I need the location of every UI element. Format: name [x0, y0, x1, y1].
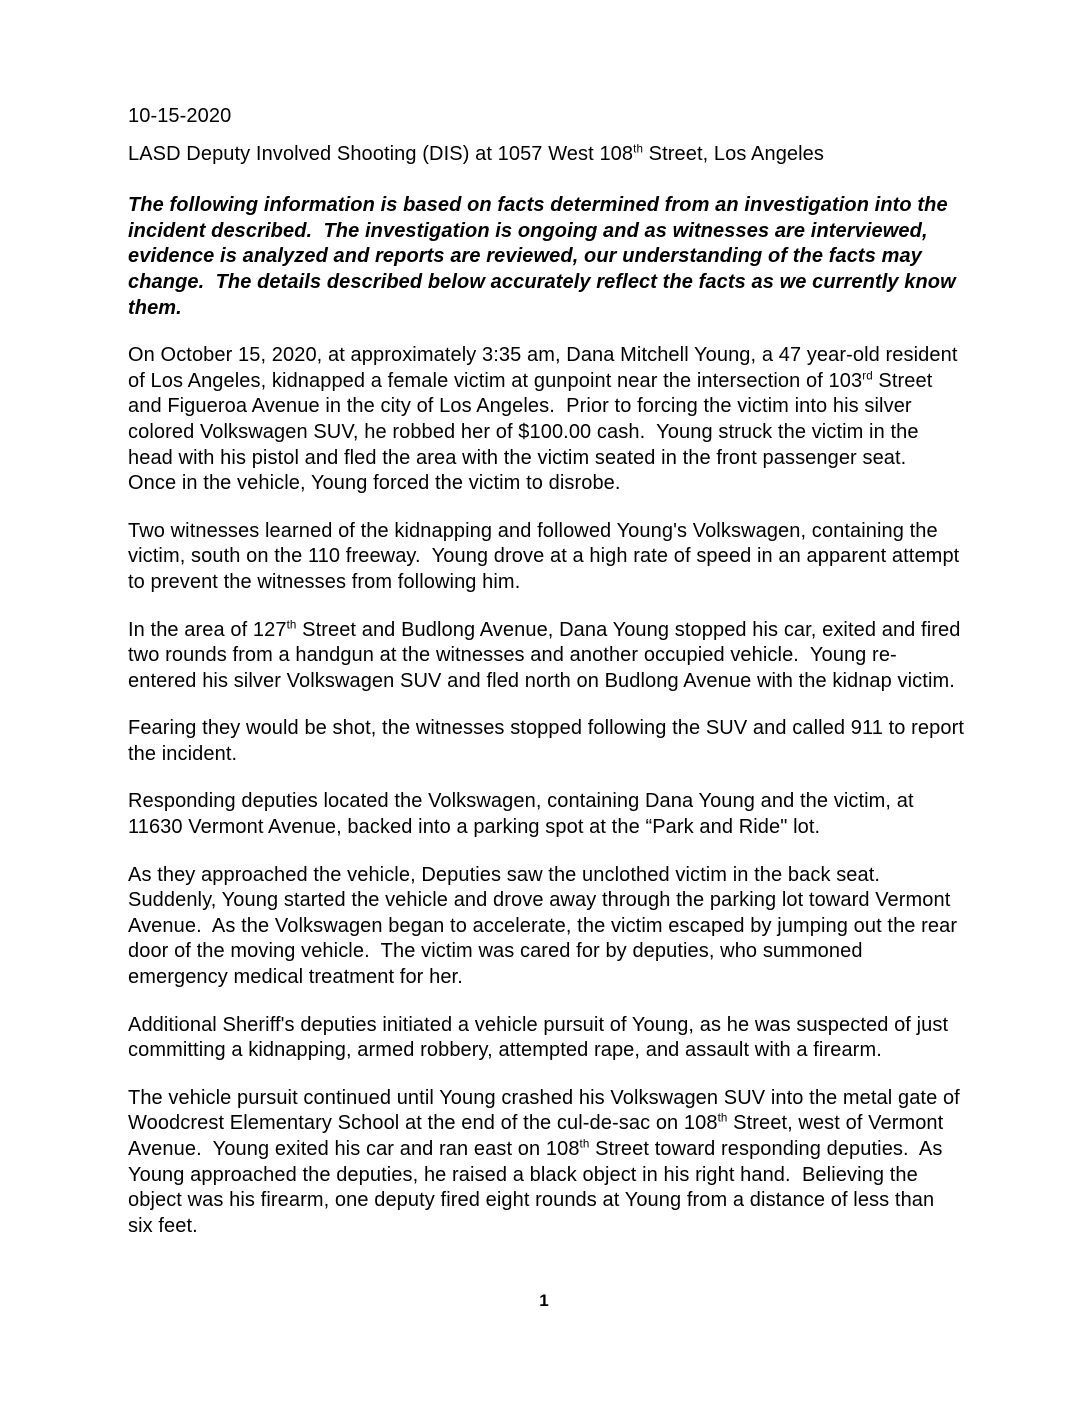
body-paragraph-7: Additional Sheriff's deputies initiated a vehicle pursuit of Young, as he was suspected of just committing a kidnapping, armed robbery, attempted rape, and assault with a firearm.	[128, 1013, 954, 1062]
body-paragraph-4: Fearing they would be shot, the witnesses stopped following the SUV and called 911 to report the incident.	[128, 717, 970, 765]
ordinal-superscript: rd	[862, 369, 873, 383]
ordinal-superscript: th	[717, 1111, 728, 1125]
ordinal-superscript: th	[286, 617, 297, 631]
page-number: 1	[539, 1291, 549, 1310]
body-paragraph-6: As they approached the vehicle, Deputies saw the unclothed victim in the back seat. Suddenly, Young started the vehicle and drove away through the parking lot toward Vermont Avenue. As the Volkswagen began to accelerate, the victim escaped by jumping out the rear door of the moving vehicle. The victim was cared for by deputies, who summoned emergency medical treatment for her.	[128, 863, 963, 989]
ordinal-superscript: th	[579, 1137, 590, 1151]
ordinal-superscript: th	[633, 141, 643, 155]
body-paragraph-1: On October 15, 2020, at approximately 3:35 am, Dana Mitchell Young, a 47 year-old resident of Los Angeles, kidnapped a female victim at gunpoint near the intersection of 103rd Street and Figueroa Avenue in the city of Los Angeles. Prior to forcing the victim into his silver colored Volkswagen SUV, he robbed her of $100.00 cash. Young struck the victim in the head with his pistol and fled the area with the victim seated in the front passenger seat. Once in the vehicle, Young forced the victim to disrobe.	[128, 344, 964, 495]
body-paragraph-5: Responding deputies located the Volkswagen, containing Dana Young and the victim, at 11630 Vermont Avenue, backed into a parking spot at the “Park and Ride" lot.	[128, 790, 920, 839]
body-paragraph-2: Two witnesses learned of the kidnapping and followed Young's Volkswagen, containing the victim, south on the 110 freeway. Young drove at a high rate of speed in an apparent attempt to prevent the witnesses from following him.	[128, 519, 965, 593]
page-footer	[0, 1291, 1088, 1311]
body-paragraph-3: In the area of 127th Street and Budlong Avenue, Dana Young stopped his car, exited and fired two rounds from a handgun at the witnesses and another occupied vehicle. Young re-entered his silver Volkswagen SUV and fled north on Budlong Avenue with the kidnap victim.	[128, 617, 967, 692]
document-title: LASD Deputy Involved Shooting (DIS) at 1057 West 108th Street, Los Angeles	[128, 141, 825, 165]
document-body	[128, 104, 970, 1261]
disclaimer-paragraph: The following information is based on facts determined from an investigation into the incident described. The investigation is ongoing and as witnesses are interviewed, evidence is analyzed and reports are reviewed, our understanding of the facts may change. The details described below accurately reflect the facts as we currently know them.	[128, 194, 962, 319]
body-paragraph-8: The vehicle pursuit continued until Young crashed his Volkswagen SUV into the metal gate of Woodcrest Elementary School at the end of the cul-de-sac on 108th Street, west of Vermont Avenue. Young exited his car and ran east on 108th Street toward responding deputies. As Young approached the deputies, he raised a black object in his right hand. Believing the object was his firearm, one deputy fired eight rounds at Young from a distance of less than six feet.	[128, 1086, 966, 1237]
date-line: 10-15-2020	[128, 105, 232, 127]
